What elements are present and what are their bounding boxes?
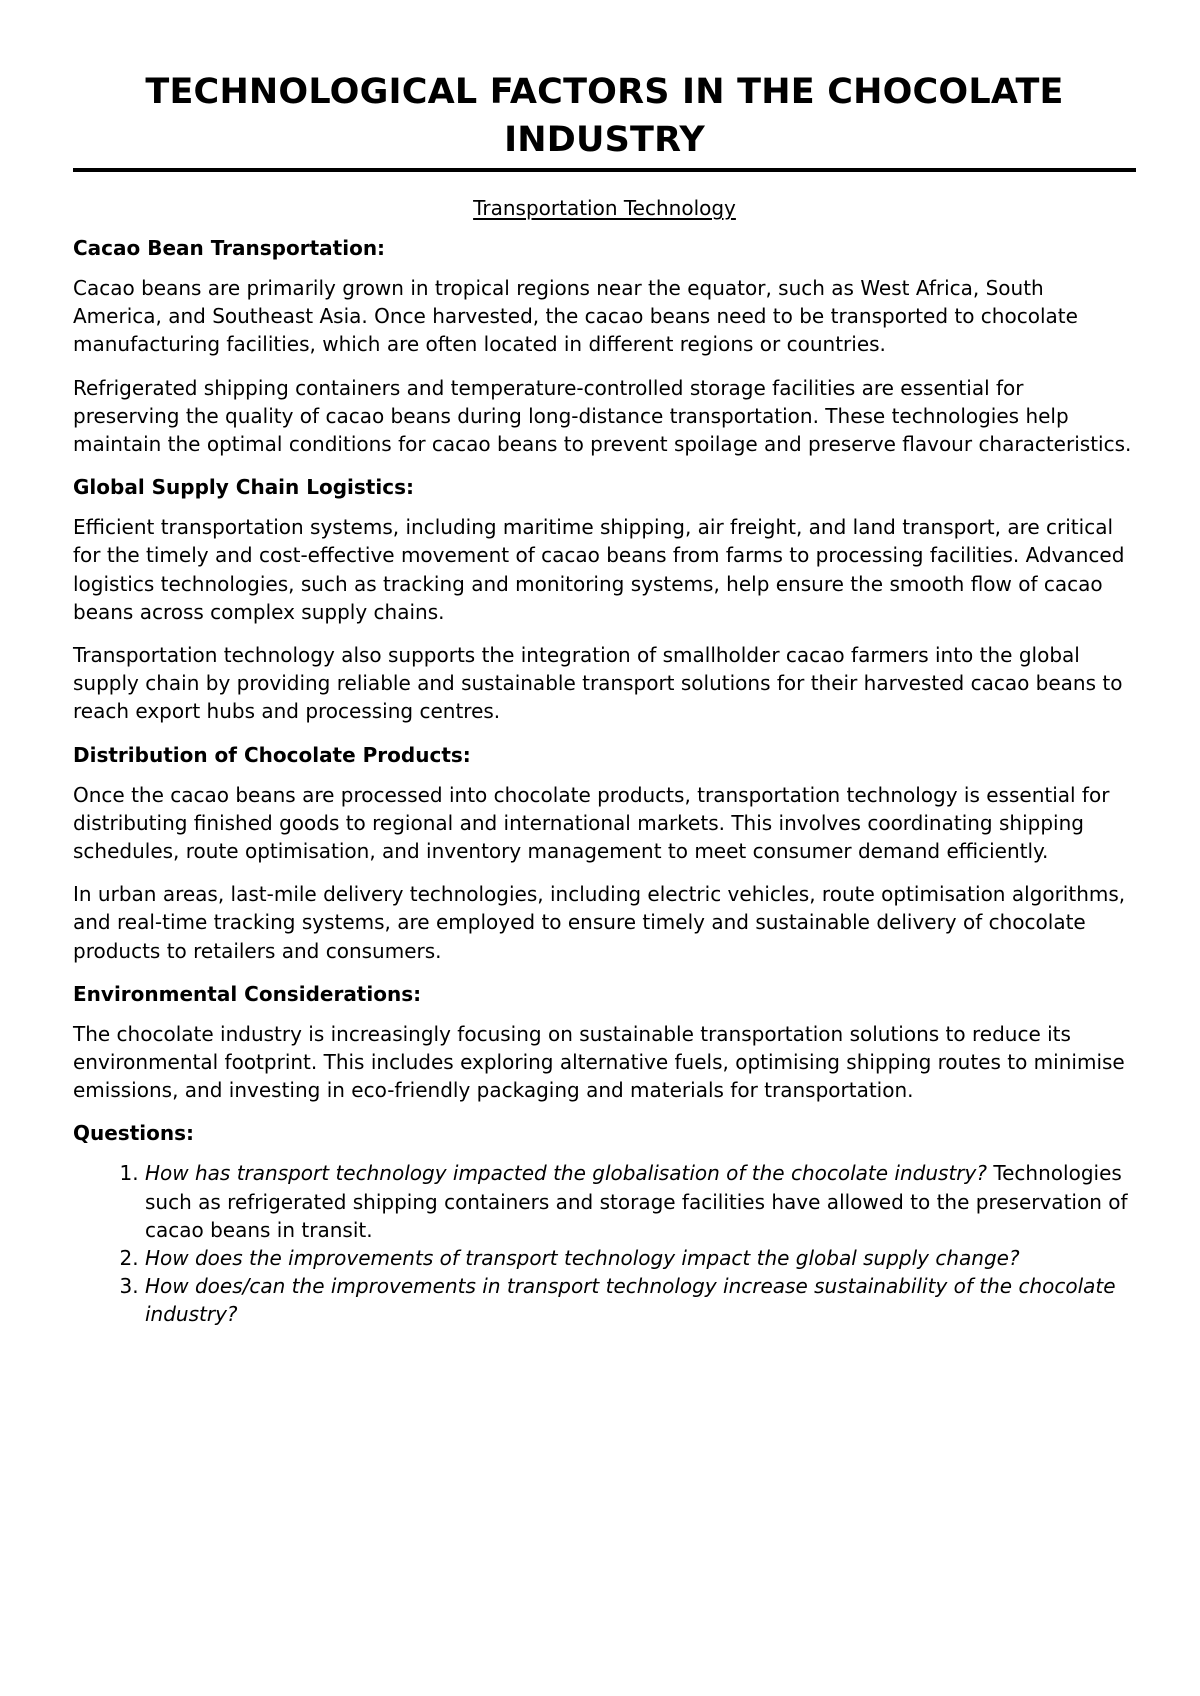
paragraph: In urban areas, last-mile delivery technologies, including electric vehicles, route optimisation algorithms, and real-time tracking systems, are employed to ensure timely and sustainable delivery of chocolate products to retailers and consumers. bbox=[73, 882, 1126, 963]
question-text: How has transport technology impacted the globalisation of the chocolate industry? bbox=[145, 1161, 987, 1186]
title-divider bbox=[73, 168, 1136, 172]
document-title: TECHNOLOGICAL FACTORS IN THE CHOCOLATE INDUSTRY bbox=[145, 72, 1064, 160]
question-text: How does the improvements of transport technology impact the global supply change? bbox=[145, 1246, 1020, 1271]
paragraph: Once the cacao beans are processed into chocolate products, transportation technology is essential for distributing finished goods to regional and international markets. This involves coordinating shipping schedules, route optimisation, and inventory management to meet consumer demand efficiently. bbox=[73, 782, 1110, 864]
answer-text: Technologies such as refrigerated shipping containers and storage facilities have allowed to the preservation of cacao beans in transit. bbox=[145, 1161, 1128, 1242]
paragraph: Transportation technology also supports the integration of smallholder cacao farmers into the global supply chain by providing reliable and sustainable transport solutions for their harvested cacao beans to reach export hubs and processing centres. bbox=[73, 643, 1123, 724]
paragraph: The chocolate industry is increasingly focusing on sustainable transportation solutions to reduce its environmental footprint. This includes exploring alternative fuels, optimising shipping routes to minimise emissions, and investing in eco-friendly packaging and materials for transportation. bbox=[73, 1021, 1125, 1103]
section-heading bbox=[73, 194, 1136, 222]
subheading-questions: Questions: bbox=[73, 1121, 195, 1146]
document-page bbox=[73, 68, 1136, 1329]
question-item bbox=[145, 1159, 1136, 1244]
question-text: How does/can the improvements in transport technology increase sustainability of the chocolate industry? bbox=[145, 1274, 1116, 1327]
subheading-cacao-bean-transportation: Cacao Bean Transportation: bbox=[73, 236, 386, 260]
section-heading-text: Transportation Technology bbox=[473, 196, 736, 220]
paragraph: Efficient transportation systems, including maritime shipping, air freight, and land transport, are critical for the timely and cost-effective movement of cacao beans from farms to processing facilities. Advanced logistics technologies, such as tracking and monitoring systems, help ensure the smooth flow of cacao beans across complex supply chains. bbox=[73, 515, 1125, 624]
subheading-environmental-considerations: Environmental Considerations: bbox=[73, 981, 422, 1006]
paragraph: Refrigerated shipping containers and temperature-controlled storage facilities are essential for preserving the quality of cacao beans during long-distance transportation. These technologies help maintain the optimal conditions for cacao beans to prevent spoilage and preserve flavour characteristics. bbox=[73, 375, 1132, 457]
paragraph: Cacao beans are primarily grown in tropical regions near the equator, such as West Africa, South America, and Southeast Asia. Once harvested, the cacao beans need to be transported to chocolate manufacturing facilities, which are often located in different regions or countries. bbox=[73, 276, 1078, 357]
subheading-global-supply-chain-logistics: Global Supply Chain Logistics: bbox=[73, 475, 414, 500]
questions-list bbox=[73, 1159, 1136, 1328]
question-item bbox=[145, 1272, 1136, 1328]
subheading-distribution-of-chocolate-products: Distribution of Chocolate Products: bbox=[73, 742, 471, 767]
question-item bbox=[145, 1244, 1136, 1272]
